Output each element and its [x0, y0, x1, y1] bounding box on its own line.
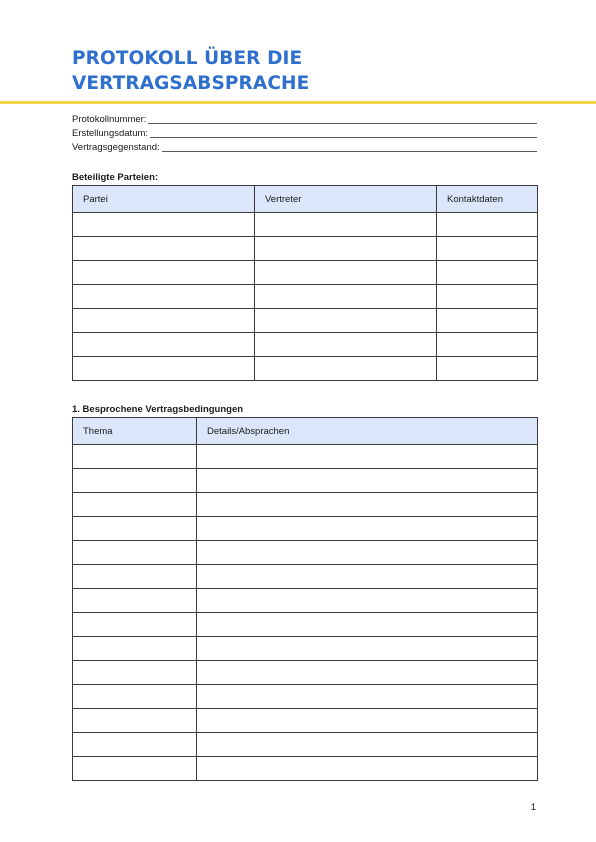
table-cell[interactable] — [197, 685, 538, 709]
table-cell[interactable] — [255, 213, 437, 237]
table-cell[interactable] — [73, 565, 197, 589]
table-cell[interactable] — [73, 733, 197, 757]
page-number: 1 — [530, 802, 536, 813]
field-label: Erstellungsdatum: — [72, 128, 149, 139]
table-cell[interactable] — [73, 237, 255, 261]
table-row — [73, 637, 538, 661]
column-header-details: Details/Absprachen — [197, 418, 538, 445]
table-cell[interactable] — [73, 661, 197, 685]
table-row — [73, 445, 538, 469]
table-cell[interactable] — [197, 445, 538, 469]
table-cell[interactable] — [197, 565, 538, 589]
parties-header-row — [73, 186, 538, 213]
conditions-header-row — [73, 418, 538, 445]
table-cell[interactable] — [197, 493, 538, 517]
table-cell[interactable] — [255, 237, 437, 261]
table-cell[interactable] — [73, 685, 197, 709]
table-cell[interactable] — [73, 333, 255, 357]
parties-table — [72, 185, 538, 381]
conditions-table — [72, 417, 538, 781]
table-cell[interactable] — [437, 237, 538, 261]
conditions-heading: 1. Besprochene Vertragsbedingungen — [72, 404, 244, 415]
table-cell[interactable] — [73, 261, 255, 285]
field-erstellungsdatum — [72, 126, 537, 140]
table-cell[interactable] — [437, 357, 538, 381]
column-header-partei: Partei — [73, 186, 255, 213]
table-cell[interactable] — [197, 733, 538, 757]
table-cell[interactable] — [197, 517, 538, 541]
table-cell[interactable] — [197, 757, 538, 781]
title-line-1: PROTOKOLL ÜBER DIE — [72, 48, 303, 69]
fill-line[interactable] — [162, 141, 537, 152]
table-cell[interactable] — [255, 285, 437, 309]
fill-line[interactable] — [150, 127, 537, 138]
table-cell[interactable] — [197, 709, 538, 733]
title-line-2: VERTRAGSABSPRACHE — [72, 73, 310, 94]
table-cell[interactable] — [73, 757, 197, 781]
table-cell[interactable] — [73, 469, 197, 493]
table-row — [73, 541, 538, 565]
table-row — [73, 757, 538, 781]
table-cell[interactable] — [437, 309, 538, 333]
document-title — [72, 46, 542, 96]
table-row — [73, 589, 538, 613]
table-cell[interactable] — [437, 213, 538, 237]
table-row — [73, 733, 538, 757]
table-row — [73, 517, 538, 541]
table-cell[interactable] — [73, 613, 197, 637]
table-cell[interactable] — [73, 357, 255, 381]
fill-line[interactable] — [148, 113, 537, 124]
table-row — [73, 309, 538, 333]
table-cell[interactable] — [73, 493, 197, 517]
table-cell[interactable] — [437, 285, 538, 309]
column-header-vertreter: Vertreter — [255, 186, 437, 213]
table-cell[interactable] — [73, 285, 255, 309]
table-cell[interactable] — [73, 517, 197, 541]
table-cell[interactable] — [73, 309, 255, 333]
table-cell[interactable] — [197, 661, 538, 685]
table-cell[interactable] — [197, 541, 538, 565]
table-cell[interactable] — [255, 309, 437, 333]
parties-heading: Beteiligte Parteien: — [72, 172, 159, 183]
table-row — [73, 709, 538, 733]
table-cell[interactable] — [197, 637, 538, 661]
accent-bar — [0, 101, 596, 104]
table-row — [73, 237, 538, 261]
table-row — [73, 213, 538, 237]
column-header-thema: Thema — [73, 418, 197, 445]
field-vertragsgegenstand — [72, 140, 537, 154]
table-cell[interactable] — [197, 613, 538, 637]
table-cell[interactable] — [73, 589, 197, 613]
table-cell[interactable] — [437, 333, 538, 357]
table-cell[interactable] — [73, 541, 197, 565]
table-row — [73, 357, 538, 381]
header-fields — [72, 112, 537, 154]
table-row — [73, 565, 538, 589]
table-row — [73, 493, 538, 517]
table-row — [73, 261, 538, 285]
column-header-kontaktdaten: Kontaktdaten — [437, 186, 538, 213]
table-row — [73, 469, 538, 493]
table-row — [73, 333, 538, 357]
table-cell[interactable] — [197, 589, 538, 613]
table-row — [73, 661, 538, 685]
table-cell[interactable] — [255, 261, 437, 285]
table-row — [73, 285, 538, 309]
field-label: Protokollnummer: — [72, 114, 147, 125]
table-cell[interactable] — [255, 333, 437, 357]
table-cell[interactable] — [73, 213, 255, 237]
table-row — [73, 613, 538, 637]
table-cell[interactable] — [73, 445, 197, 469]
field-protokollnummer — [72, 112, 537, 126]
table-row — [73, 685, 538, 709]
table-cell[interactable] — [255, 357, 437, 381]
table-cell[interactable] — [73, 709, 197, 733]
field-label: Vertragsgegenstand: — [72, 142, 160, 153]
table-cell[interactable] — [73, 637, 197, 661]
table-cell[interactable] — [437, 261, 538, 285]
table-cell[interactable] — [197, 469, 538, 493]
